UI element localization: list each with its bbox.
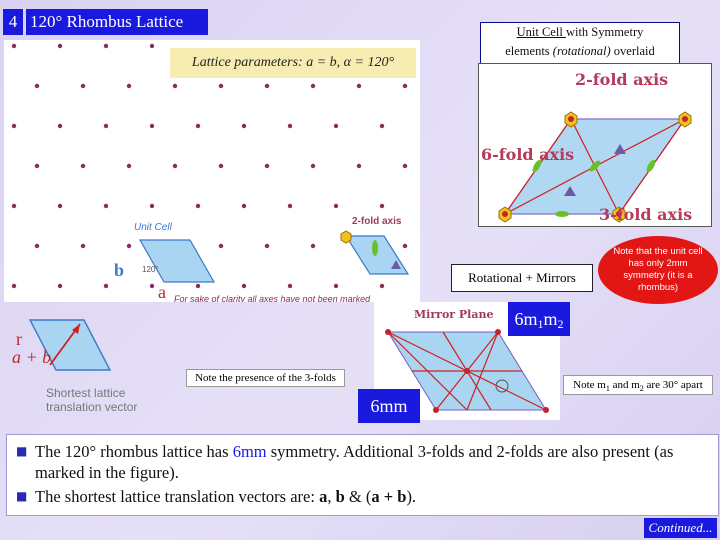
lattice-point (242, 284, 246, 288)
lattice-point (196, 204, 200, 208)
note-m1m2 (563, 375, 713, 395)
lattice-point (311, 84, 315, 88)
lattice-point (58, 204, 62, 208)
lattice-point (403, 84, 407, 88)
lattice-point (196, 284, 200, 288)
shortest-svg (6, 310, 176, 420)
b-vector-label: b (114, 260, 125, 280)
lattice-point (104, 44, 108, 48)
a-vector-label: a (158, 282, 166, 302)
bullet2-pre: The shortest lattice translation vectors are: (35, 487, 320, 506)
lattice-point (12, 44, 16, 48)
shortest-caption-2: translation vector (46, 400, 138, 414)
lattice-point (58, 284, 62, 288)
lattice-point (12, 124, 16, 128)
lattice-parameters (170, 48, 416, 78)
lattice-point (242, 124, 246, 128)
lattice-point (150, 124, 154, 128)
threefold-axis-label: 3-fold axis (599, 205, 693, 224)
bullet2-ab: a + b (371, 487, 407, 506)
label-6m1m2 (508, 302, 570, 336)
label-sub2: 2 (557, 317, 564, 331)
lattice-point (380, 124, 384, 128)
lattice-point (127, 164, 131, 168)
lattice-point (265, 164, 269, 168)
lattice-point (242, 204, 246, 208)
lattice-point (357, 84, 361, 88)
mirror-plane-label: Mirror Plane (414, 308, 494, 321)
lattice-point (173, 164, 177, 168)
slide-number: 4 (3, 9, 23, 35)
bullet1-highlight: 6mm (232, 442, 267, 461)
note-m1m2-sub1: 1 (605, 384, 610, 394)
lattice-point (81, 164, 85, 168)
bullet-marker-1: ■ (16, 444, 28, 458)
lattice-point (35, 84, 39, 88)
lattice-point (288, 204, 292, 208)
lattice-point (265, 84, 269, 88)
lattice-point (403, 244, 407, 248)
lattice-point (104, 284, 108, 288)
shortest-caption-1: Shortest lattice (46, 386, 126, 400)
bullet2-post: ). (406, 487, 417, 506)
lattice-dots-svg (4, 40, 420, 302)
symmetry-figure (478, 63, 712, 227)
bullet2-sep2: & ( (344, 487, 372, 506)
bullet1-pre: The 120° rhombus lattice has (35, 442, 233, 461)
lattice-point (219, 164, 223, 168)
note-m1m2-sub2: 2 (639, 384, 644, 394)
bullet2-sep1: , (327, 487, 336, 506)
lattice-point (81, 244, 85, 248)
bullet2-a: a (319, 487, 328, 506)
caption-line2-suffix: overlaid (610, 44, 655, 58)
lattice-point (334, 284, 338, 288)
lattice-point (104, 124, 108, 128)
unit-cell-label: Unit Cell (134, 222, 172, 233)
lattice-params-suffix: = 120° (351, 55, 395, 70)
lattice-point (403, 164, 407, 168)
lattice-point (81, 84, 85, 88)
lattice-point (150, 204, 154, 208)
lattice-point (219, 244, 223, 248)
caption-line2-italic: (rotational) (552, 44, 611, 58)
lattice-point (380, 284, 384, 288)
bullet-marker-2: ■ (16, 489, 28, 503)
r-label: r (16, 329, 22, 349)
unit-cell-caption (480, 22, 680, 66)
lattice-point (35, 244, 39, 248)
lattice-point (288, 124, 292, 128)
lattice-point (311, 164, 315, 168)
bullet-1 (7, 441, 718, 483)
lattice-point (35, 164, 39, 168)
caption-line2-prefix: elements (505, 44, 553, 58)
unit-cell-rhombus (140, 240, 214, 282)
lattice-point (12, 284, 16, 288)
twofold-marker (372, 240, 378, 256)
note-m1m2-post: are 30° apart (643, 379, 703, 391)
lattice-point (357, 164, 361, 168)
label-6m: 6m (514, 309, 538, 329)
caption-line1: with Symmetry (565, 25, 644, 39)
alpha-symbol: α (343, 55, 352, 70)
lattice-point (334, 124, 338, 128)
lattice-point (311, 244, 315, 248)
lattice-point (58, 44, 62, 48)
lattice-figure (4, 40, 420, 302)
angle-label: 120° (142, 265, 159, 274)
note-bubble-text: Note that the unit cell has only 2mm symmetry (it is a rhombus) (613, 246, 703, 293)
bullet2-b: b (335, 487, 345, 506)
lattice-point (150, 284, 154, 288)
lattice-point (219, 84, 223, 88)
twofold-axis-label: 2-fold axis (575, 70, 669, 89)
label-6mm: 6mm (358, 389, 420, 423)
note-m1m2-mid: and m (609, 379, 640, 391)
lattice-point (150, 44, 154, 48)
lattice-point (173, 84, 177, 88)
lattice-point (12, 204, 16, 208)
lattice-point (288, 284, 292, 288)
lattice-params-prefix: Lattice parameters: a = b, (191, 55, 344, 70)
bullet1-post: symmetry. Additional 3-folds and 2-folds are also present (as marked in the figure). (35, 442, 674, 482)
lattice-point (196, 124, 200, 128)
shortest-vector-figure (6, 310, 176, 420)
slide-title: 120° Rhombus Lattice (26, 9, 208, 35)
lattice-point (334, 204, 338, 208)
bullet-list (6, 434, 719, 516)
continued-link[interactable]: Continued... (644, 518, 717, 538)
symmetry-svg (479, 64, 711, 226)
lattice-point (127, 244, 131, 248)
lattice-point (265, 244, 269, 248)
bullet-2 (7, 486, 718, 507)
note-3folds: Note the presence of the 3-folds (186, 369, 345, 387)
unit-cell-link[interactable]: Unit Cell (516, 25, 566, 39)
sixfold-axis-label: 6-fold axis (481, 145, 575, 164)
rotational-mirrors-label: Rotational + Mirrors (451, 264, 593, 292)
lattice-point (58, 124, 62, 128)
label-m: m (543, 309, 558, 329)
note-bubble (598, 236, 718, 304)
lattice-footnote: For sake of clarity all axes have not been marked (174, 294, 371, 302)
lattice-point (380, 204, 384, 208)
note-m1m2-pre: Note m (573, 379, 606, 391)
sixfold-marker (341, 231, 351, 243)
label-sub1: 1 (537, 317, 544, 331)
a-plus-b-label: a + b (12, 347, 52, 367)
lattice-point (104, 204, 108, 208)
lattice-point (127, 84, 131, 88)
twofold-axis-small-label: 2-fold axis (352, 216, 402, 227)
